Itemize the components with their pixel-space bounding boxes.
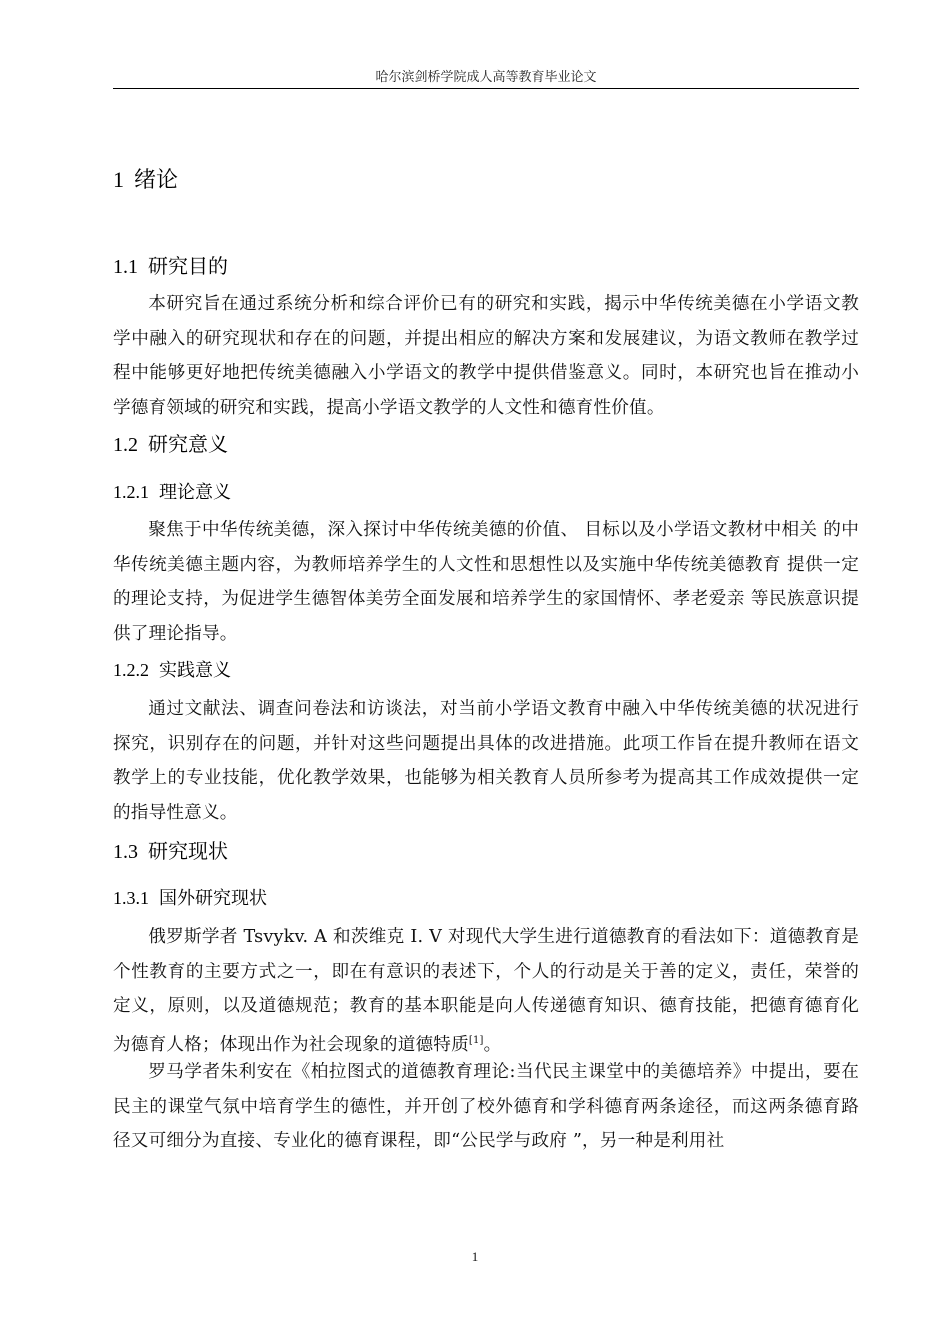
- header-rule: [113, 88, 859, 89]
- section-heading: [113, 428, 228, 457]
- heading-title: 研究意义: [148, 432, 228, 456]
- paragraph-text: 俄罗斯学者 Tsvykv. A 和茨维克 I. V 对现代大学生进行道德教育的看法如下：道德教育是个性教育的主要方式之一，即在有意识的表述下，个人的行动是关于善的定义，责任，荣誉的定义，原则，以及道德规范；教育的基本职能是向人传递德育知识、德育技能，把德育德育化为德育人格；体现出作为社会现象的道德特质: [113, 927, 859, 1055]
- page-header: 哈尔滨剑桥学院成人高等教育毕业论文: [375, 70, 597, 85]
- heading-title: 研究目的: [148, 254, 228, 278]
- heading-title: 研究现状: [148, 839, 228, 863]
- heading-number: 1: [113, 167, 124, 192]
- paragraph-end: 。: [483, 1034, 502, 1055]
- chapter-heading: [113, 163, 178, 194]
- subsection-heading: [113, 884, 267, 910]
- heading-number: 1.2.1: [113, 482, 149, 502]
- heading-number: 1.2.2: [113, 660, 149, 680]
- heading-number: 1.3.1: [113, 888, 149, 908]
- citation-ref[interactable]: [1]: [468, 1034, 484, 1046]
- heading-number: 1.2: [113, 434, 138, 456]
- heading-title: 绪论: [134, 168, 179, 193]
- heading-title: 理论意义: [159, 482, 231, 503]
- section-heading: [113, 835, 228, 864]
- paragraph-purpose: 本研究旨在通过系统分析和综合评价已有的研究和实践，揭示中华传统美德在小学语文教学中融入的研究现状和存在的问题，并提出相应的解决方案和发展建议，为语文教师在教学过程中能够更好地把传统美德融入小学语文的教学中提供借鉴意义。同时，本研究也旨在推动小学德育领域的研究和实践，提高小学语文教学的人文性和德育性价值。: [113, 294, 859, 418]
- heading-title: 国外研究现状: [159, 888, 267, 909]
- heading-number: 1.3: [113, 841, 138, 863]
- paragraph-foreign-2: 罗马学者朱利安在《柏拉图式的道德教育理论:当代民主课堂中的美德培养》中提出，要在民主的课堂气氛中培育学生的德性，并开创了校外德育和学科德育两条途径，而这两条德育路径又可细分为直接、专业化的德育课程，即“公民学与政府 ”，另一种是利用社: [113, 1062, 859, 1151]
- paragraph-theory: 聚焦于中华传统美德，深入探讨中华传统美德的价值、 目标以及小学语文教材中相关 的中华传统美德主题内容，为教师培养学生的人文性和思想性以及实施中华传统美德教育 提供一定的理论支持，为促进学生德智体美劳全面发展和培养学生的家国情怀、孝老爱亲 等民族意识提供了理论指导。: [113, 520, 859, 644]
- heading-title: 实践意义: [159, 660, 231, 681]
- subsection-heading: [113, 656, 231, 682]
- page-number: 1: [471, 1249, 479, 1264]
- heading-number: 1.1: [113, 256, 138, 278]
- paragraph-practice: 通过文献法、调查问卷法和访谈法，对当前小学语文教育中融入中华传统美德的状况进行探究，识别存在的问题，并针对这些问题提出具体的改进措施。此项工作旨在提升教师在语文教学上的专业技能，优化教学效果，也能够为相关教育人员所参考为提高其工作成效提供一定的指导性意义。: [113, 699, 859, 823]
- subsection-heading: [113, 478, 231, 504]
- paragraph-foreign-1: [113, 920, 859, 1062]
- section-heading: [113, 250, 228, 279]
